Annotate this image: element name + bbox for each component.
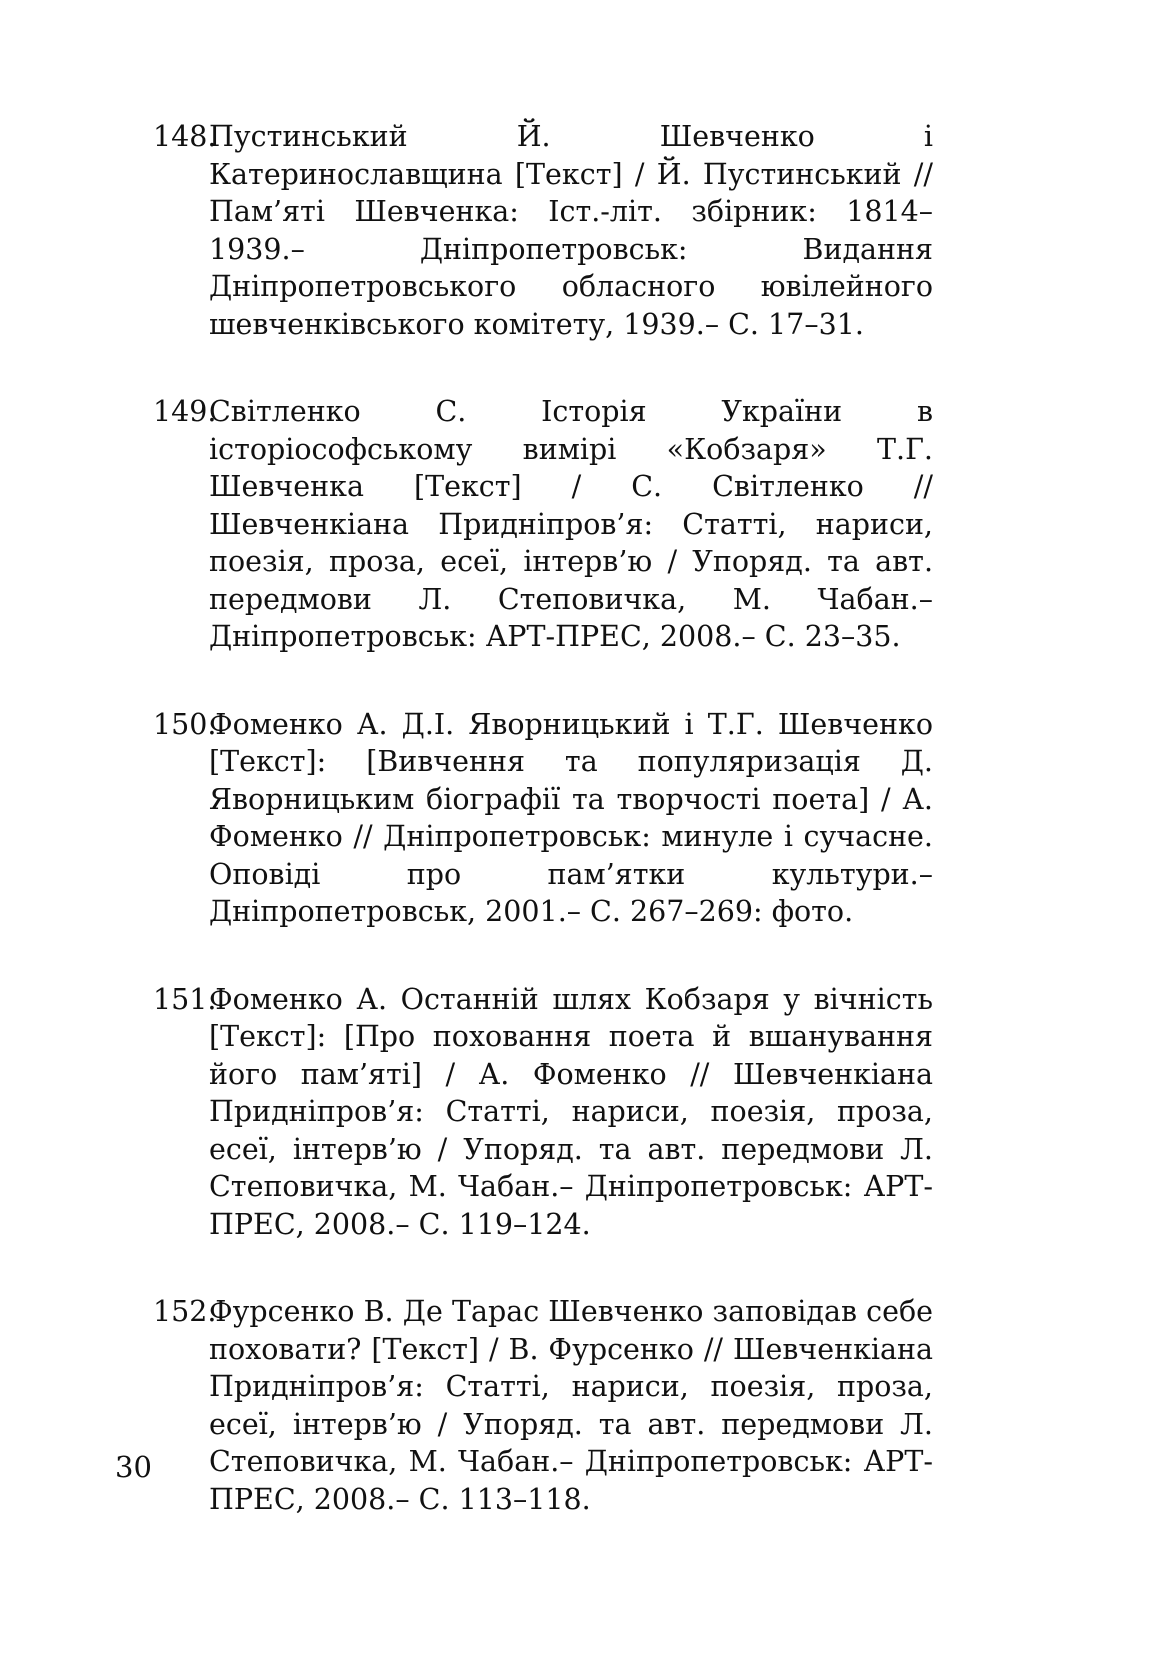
entry-number: 151. xyxy=(153,982,217,1016)
bibliography-entry-151 xyxy=(153,981,933,1244)
bibliography-entry-148 xyxy=(153,118,933,343)
bibliography-list xyxy=(153,118,933,1568)
entry-number: 152. xyxy=(153,1295,217,1328)
entry-number: 149. xyxy=(153,395,217,428)
entry-number: 150. xyxy=(153,707,217,741)
bibliography-entry-152 xyxy=(153,1293,933,1518)
entry-text: Світленко С. Історія України в історіософському вимірі «Кобзаря» Т.Г. Шевченка [Текст] / С. Світленко // Шевченкіана Придніпров’я: Статті, нариси, поезія, проза, есеї, інтерв’ю / Упоряд. та авт. передмови Л. Степовичка, М. Чабан.– Дніпропетровськ: АРТ-ПРЕС, 2008.– С. 23–35. xyxy=(209,395,933,653)
entry-text: Фоменко А. Д.І. Яворницький і Т.Г. Шевченко [Текст]: [Вивчення та популяризація Д. Яворницьким біографії та творчості поета] / А. Фоменко // Дніпропетровськ: минуле і сучасне. Оповіді про пам’ятки культури.– Дніпропетровськ, 2001.– С. 267–269: фото. xyxy=(209,707,933,928)
bibliography-entry-149 xyxy=(153,393,933,656)
entry-text: Фоменко А. Останній шлях Кобзаря у вічність [Текст]: [Про поховання поета й вшанування його пам’яті] / А. Фоменко // Шевченкіана Придніпров’я: Статті, нариси, поезія, проза, есеї, інтерв’ю / Упоряд. та авт. передмови Л. Степовичка, М. Чабан.– Дніпропетровськ: АРТ-ПРЕС, 2008.– С. 119–124. xyxy=(209,982,933,1241)
entry-number: 148. xyxy=(153,120,217,153)
entry-text: Пустинський Й. Шевченко і Катеринославщина [Текст] / Й. Пустинський // Пам’яті Шевченка: Іст.-літ. збірник: 1814–1939.– Дніпропетровськ: Видання Дніпропетровського обласного ювілейного шевченківського комітету, 1939.– С. 17–31. xyxy=(209,120,933,341)
entry-text: Фурсенко В. Де Тарас Шевченко заповідав себе поховати? [Текст] / В. Фурсенко // Шевченкіана Придніпров’я: Статті, нариси, поезія, проза, есеї, інтерв’ю / Упоряд. та авт. передмови Л. Степовичка, М. Чабан.– Дніпропетровськ: АРТ-ПРЕС, 2008.– С. 113–118. xyxy=(209,1295,933,1516)
page-number: 30 xyxy=(115,1450,152,1484)
bibliography-entry-150 xyxy=(153,706,933,931)
